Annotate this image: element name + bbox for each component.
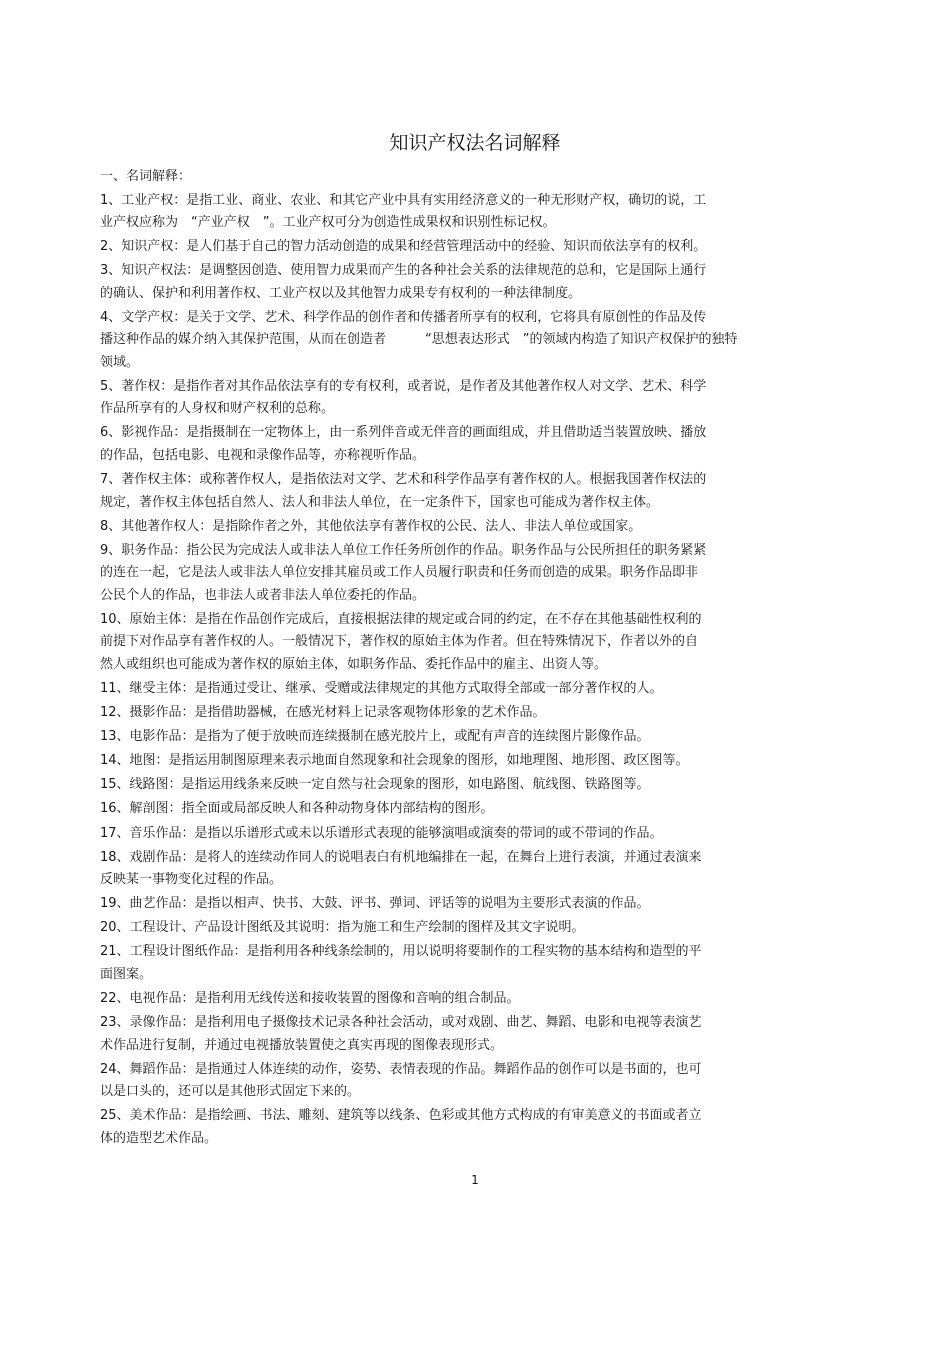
definition-entry bbox=[100, 678, 848, 701]
definition-entry bbox=[100, 702, 848, 725]
definition-line: 8、其他著作权人：是指除作者之外，其他依法享有著作权的公民、法人、非法人单位或国家。 bbox=[100, 518, 642, 534]
definition-entry bbox=[100, 988, 848, 1011]
definition-line: 的确认、保护和利用著作权、工业产权以及其他智力成果专有权利的一种法律制度。 bbox=[100, 285, 582, 301]
definition-line: 9、职务作品：指公民为完成法人或非法人单位工作任务所创作的作品。职务作品与公民所担任的职务紧紧 bbox=[100, 542, 707, 558]
page-title: 知识产权法名词解释 bbox=[389, 132, 561, 154]
definition-line: 23、录像作品：是指利用电子摄像技术记录各种社会活动，或对戏剧、曲艺、舞蹈、电影和电视等表演艺 bbox=[100, 1015, 702, 1031]
definition-entry bbox=[100, 917, 848, 940]
definition-line: 面图案。 bbox=[100, 966, 153, 982]
definition-line: 1、工业产权：是指工业、商业、农业、和其它产业中具有实用经济意义的一种无形财产权，确切的说，工 bbox=[100, 192, 707, 208]
definition-line: 18、戏剧作品：是将人的连续动作同人的说唱表白有机地编排在一起，在舞台上进行表演，并通过表演来 bbox=[100, 849, 702, 865]
definition-line: 12、摄影作品：是指借助器械，在感光材料上记录客观物体形象的艺术作品。 bbox=[100, 705, 546, 721]
definition-entry bbox=[100, 750, 848, 773]
definition-entry bbox=[100, 540, 848, 608]
definition-entry bbox=[100, 609, 848, 677]
definition-line: 24、舞蹈作品：是指通过人体连续的动作，姿势、表情表现的作品。舞蹈作品的创作可以是书面的，也可 bbox=[100, 1061, 702, 1077]
definition-entry bbox=[100, 260, 848, 305]
definition-line: 的作品，包括电影、电视和录像作品等，亦称视听作品。 bbox=[100, 447, 426, 463]
definition-line: 20、工程设计、产品设计图纸及其说明：指为施工和生产绘制的图样及其文字说明。 bbox=[100, 920, 585, 936]
definition-entry bbox=[100, 469, 848, 514]
definition-line: 体的造型艺术作品。 bbox=[100, 1130, 218, 1146]
definition-line: 然人或组织也可能成为著作权的原始主体，如职务作品、委托作品中的雇主、出资人等。 bbox=[100, 656, 608, 672]
definition-line: 2、知识产权：是人们基于自己的智力活动创造的成果和经营管理活动中的经验、知识而依法享有的权利。 bbox=[100, 239, 707, 255]
definition-list bbox=[100, 190, 848, 1151]
definition-line: 前提下对作品享有著作权的人。一般情况下，著作权的原始主体为作者。但在特殊情况下，作者以外的自 bbox=[100, 634, 699, 650]
definition-line: 以是口头的，还可以是其他形式固定下来的。 bbox=[100, 1084, 361, 1100]
definition-line: 21、工程设计图纸作品：是指利用各种线条绘制的，用以说明将要制作的工程实物的基本结构和造型的平 bbox=[100, 944, 702, 960]
definition-entry bbox=[100, 1059, 848, 1104]
definition-entry bbox=[100, 376, 848, 421]
section-heading: 一、名词解释： bbox=[100, 169, 192, 184]
definition-line: 11、继受主体：是指通过受让、继承、受赠或法律规定的其他方式取得全部或一部分著作权的人。 bbox=[100, 680, 663, 696]
definition-line: 领域。 bbox=[100, 354, 140, 370]
definition-line: 10、原始主体：是指在作品创作完成后，直接根据法律的规定或合同的约定，在不存在其他基础性权利的 bbox=[100, 611, 702, 627]
definition-line: 19、曲艺作品：是指以相声、快书、大鼓、评书、弹词、评话等的说唱为主要形式表演的作品。 bbox=[100, 896, 650, 912]
definition-line: 业产权应称为 “产业产权 ”。工业产权可分为创造性成果权和识别性标记权。 bbox=[100, 215, 556, 230]
definition-line: 规定，著作权主体包括自然人、法人和非法人单位，在一定条件下，国家也可能成为著作权主体。 bbox=[100, 494, 660, 510]
definition-entry bbox=[100, 1105, 848, 1150]
definition-entry bbox=[100, 1012, 848, 1057]
definition-entry bbox=[100, 774, 848, 797]
definition-line: 22、电视作品：是指利用无线传送和接收装置的图像和音响的组合制品。 bbox=[100, 990, 520, 1006]
definition-entry bbox=[100, 236, 848, 259]
definition-line: 3、知识产权法：是调整因创造、使用智力成果而产生的各种社会关系的法律规范的总和，它是国际上通行 bbox=[100, 263, 707, 279]
definition-line: 15、线路图：是指运用线条来反映一定自然与社会现象的图形，如电路图、航线图、铁路图等。 bbox=[100, 777, 650, 793]
definition-entry bbox=[100, 893, 848, 916]
definition-line: 6、影视作品：是指摄制在一定物体上，由一系列伴音或无伴音的画面组成，并且借助适当装置放映、播放 bbox=[100, 425, 707, 441]
definition-line: 反映某一事物变化过程的作品。 bbox=[100, 872, 283, 888]
definition-line: 播这种作品的媒介纳入其保护范围，从而在创造者 “思想表达形式 ”的领域内构造了知识产权保护的独特 bbox=[100, 332, 738, 348]
definition-entry bbox=[100, 941, 848, 986]
definition-entry bbox=[100, 307, 848, 375]
definition-entry bbox=[100, 190, 848, 235]
document-body bbox=[100, 166, 848, 1152]
definition-line: 4、文学产权：是关于文学、艺术、科学作品的创作者和传播者所享有的权利，它将具有原创性的作品及传 bbox=[100, 309, 707, 325]
definition-entry bbox=[100, 726, 848, 749]
definition-line: 作品所享有的人身权和财产权利的总称。 bbox=[100, 401, 335, 417]
definition-line: 16、解剖图：指全面或局部反映人和各种动物身体内部结构的图形。 bbox=[100, 801, 494, 817]
definition-entry bbox=[100, 847, 848, 892]
definition-line: 17、音乐作品：是指以乐谱形式或未以乐谱形式表现的能够演唱或演奏的带词的或不带词的作品。 bbox=[100, 825, 663, 841]
definition-line: 公民个人的作品，也非法人或者非法人单位委托的作品。 bbox=[100, 587, 426, 603]
definition-entry bbox=[100, 823, 848, 846]
definition-line: 的连在一起，它是法人或非法人单位安排其雇员或工作人员履行职责和任务而创造的成果。职务作品即非 bbox=[100, 565, 699, 581]
definition-entry bbox=[100, 422, 848, 467]
definition-line: 术作品进行复制，并通过电视播放装置使之真实再现的图像表现形式。 bbox=[100, 1037, 504, 1053]
definition-entry bbox=[100, 516, 848, 539]
page-number: 1 bbox=[471, 1173, 479, 1187]
definition-line: 14、地图：是指运用制图原理来表示地面自然现象和社会现象的图形，如地理图、地形图、政区图等。 bbox=[100, 753, 689, 769]
definition-line: 13、电影作品：是指为了便于放映而连续摄制在感光胶片上，或配有声音的连续图片影像作品。 bbox=[100, 729, 650, 745]
definition-line: 5、著作权：是指作者对其作品依法享有的专有权利，或者说，是作者及其他著作权人对文学、艺术、科学 bbox=[100, 378, 707, 394]
definition-line: 7、著作权主体：或称著作权人，是指依法对文学、艺术和科学作品享有著作权的人。根据我国著作权法的 bbox=[100, 472, 707, 488]
definition-line: 25、美术作品：是指绘画、书法、雕刻、建筑等以线条、色彩或其他方式构成的有审美意义的书面或者立 bbox=[100, 1108, 702, 1124]
definition-entry bbox=[100, 798, 848, 821]
